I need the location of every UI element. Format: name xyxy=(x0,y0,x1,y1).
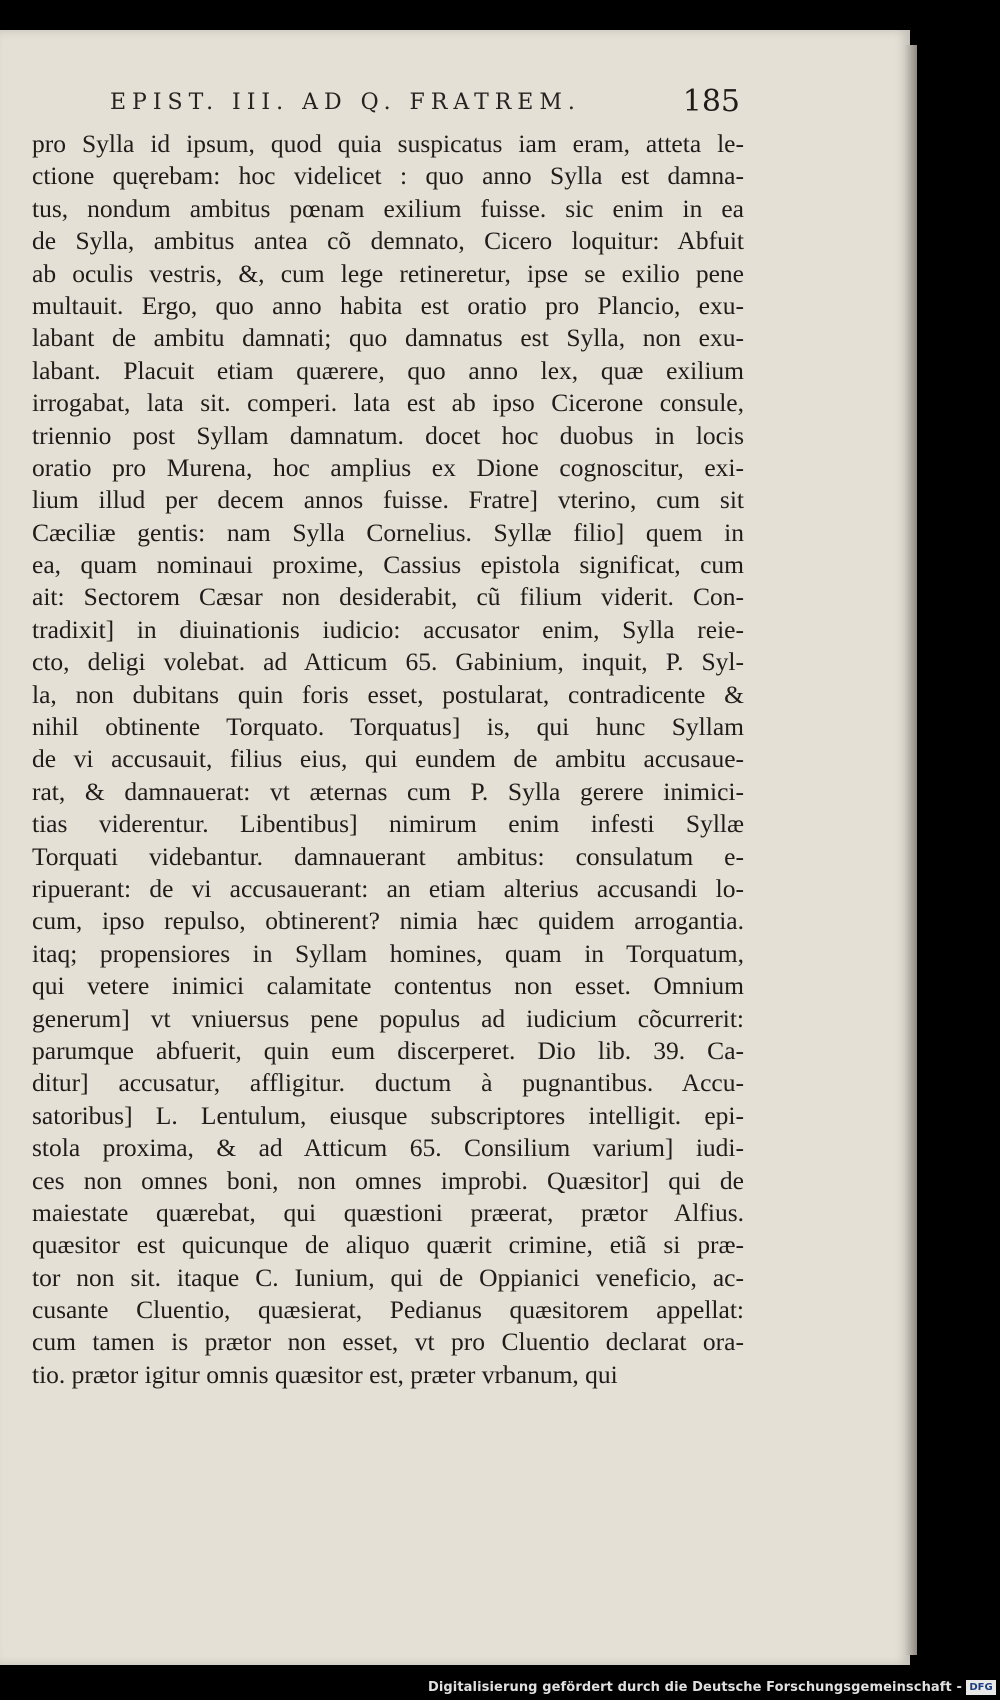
text-line: parumque abfuerit, quin eum discerperet. Dio lib. 39. Ca- xyxy=(32,1035,744,1065)
text-line: rat, & damnauerat: vt æternas cum P. Sylla gerere inimici- xyxy=(32,776,744,806)
text-line: quæsitor est quicunque de aliquo quærit crimine, etiã si præ- xyxy=(32,1230,744,1260)
text-line: maiestate quærebat, qui quæstioni præerat, prætor Alfius. xyxy=(32,1197,744,1227)
text-line: stola proxima, & ad Atticum 65. Consilium varium] iudi- xyxy=(32,1133,744,1163)
text-line: nihil obtinente Torquato. Torquatus] is, qui hunc Syllam xyxy=(32,712,744,742)
text-line: cum, ipso repulso, obtinerent? nimia hæc quidem arrogantia. xyxy=(32,906,744,936)
text-line: labant de ambitu damnati; quo damnatus est Sylla, non exu- xyxy=(32,323,744,353)
funding-credit: Digitalisierung gefördert durch die Deutsche Forschungsgemeinschaft - xyxy=(427,1680,962,1695)
body-text xyxy=(32,128,744,1391)
text-line: cto, deligi volebat. ad Atticum 65. Gabinium, inquit, P. Syl- xyxy=(32,647,744,677)
text-line: labant. Placuit etiam quærere, quo anno lex, quæ exilium xyxy=(32,355,744,385)
text-line: Torquati videbantur. damnauerant ambitus: consulatum e- xyxy=(32,841,744,871)
text-line: itaq; propensiores in Syllam homines, quam in Torquatum, xyxy=(32,938,744,968)
text-line: cum tamen is prætor non esset, vt pro Cluentio declarat ora- xyxy=(32,1327,744,1357)
text-line: lium illud per decem annos fuisse. Fratre] vterino, cum sit xyxy=(32,485,744,515)
text-line: ctione quęrebam: hoc videlicet : quo anno Sylla est damna- xyxy=(32,161,744,191)
text-line: ditur] accusatur, affligitur. ductum à pugnantibus. Accu- xyxy=(32,1068,744,1098)
text-line: tio. prætor igitur omnis quæsitor est, præter vrbanum, qui xyxy=(32,1359,618,1389)
text-line: tus, nondum ambitus pœnam exilium fuisse. sic enim in ea xyxy=(32,193,744,223)
text-line: tias viderentur. Libentibus] nimirum enim infesti Syllæ xyxy=(32,809,744,839)
text-line: qui vetere inimici calamitate contentus non esset. Omnium xyxy=(32,971,744,1001)
page-number: 185 xyxy=(682,84,740,119)
text-line: irrogabat, lata sit. comperi. lata est ab ipso Cicerone consule, xyxy=(32,388,744,418)
page-edge xyxy=(905,45,917,1655)
dfg-logo: DFG xyxy=(966,1680,996,1695)
text-line: Cæciliæ gentis: nam Sylla Cornelius. Syllæ filio] quem in xyxy=(32,517,744,547)
running-head: EPIST. III. AD Q. FRATREM. xyxy=(110,90,581,115)
text-line: multauit. Ergo, quo anno habita est oratio pro Plancio, exu- xyxy=(32,290,744,320)
text-line: cusante Cluentio, quæsierat, Pedianus quæsitorem appellat: xyxy=(32,1295,744,1325)
text-line: generum] vt vniuersus pene populus ad iudicium cõcurrerit: xyxy=(32,1003,744,1033)
page-header xyxy=(110,84,740,120)
text-line: pro Sylla id ipsum, quod quia suspicatus iam eram, atteta le- xyxy=(32,129,744,158)
text-line: de Sylla, ambitus antea cõ demnato, Cicero loquitur: Abfuit xyxy=(32,226,744,256)
text-line: la, non dubitans quin foris esset, postularat, contradicente & xyxy=(32,679,744,709)
text-line: satoribus] L. Lentulum, eiusque subscriptores intelligit. epi- xyxy=(32,1100,744,1130)
footer-bar xyxy=(0,1677,1000,1700)
text-line: de vi accusauit, filius eius, qui eundem de ambitu accusaue- xyxy=(32,744,744,774)
text-line: ea, quam nominaui proxime, Cassius epistola significat, cum xyxy=(32,550,744,580)
text-line: ces non omnes boni, non omnes improbi. Quæsitor] qui de xyxy=(32,1165,744,1195)
text-line: ab oculis vestris, &, cum lege retineretur, ipse se exilio pene xyxy=(32,258,744,288)
text-line: ripuerant: de vi accusauerant: an etiam alterius accusandi lo- xyxy=(32,873,744,903)
text-line: triennio post Syllam damnatum. docet hoc duobus in locis xyxy=(32,420,744,450)
text-line: ait: Sectorem Cæsar non desiderabit, cũ filium viderit. Con- xyxy=(32,582,744,612)
text-line: tor non sit. itaque C. Iunium, qui de Oppianici veneficio, ac- xyxy=(32,1262,744,1292)
text-line: tradixit] in diuinationis iudicio: accusator enim, Sylla reie- xyxy=(32,614,744,644)
text-line: oratio pro Murena, hoc amplius ex Dione cognoscitur, exi- xyxy=(32,452,744,482)
